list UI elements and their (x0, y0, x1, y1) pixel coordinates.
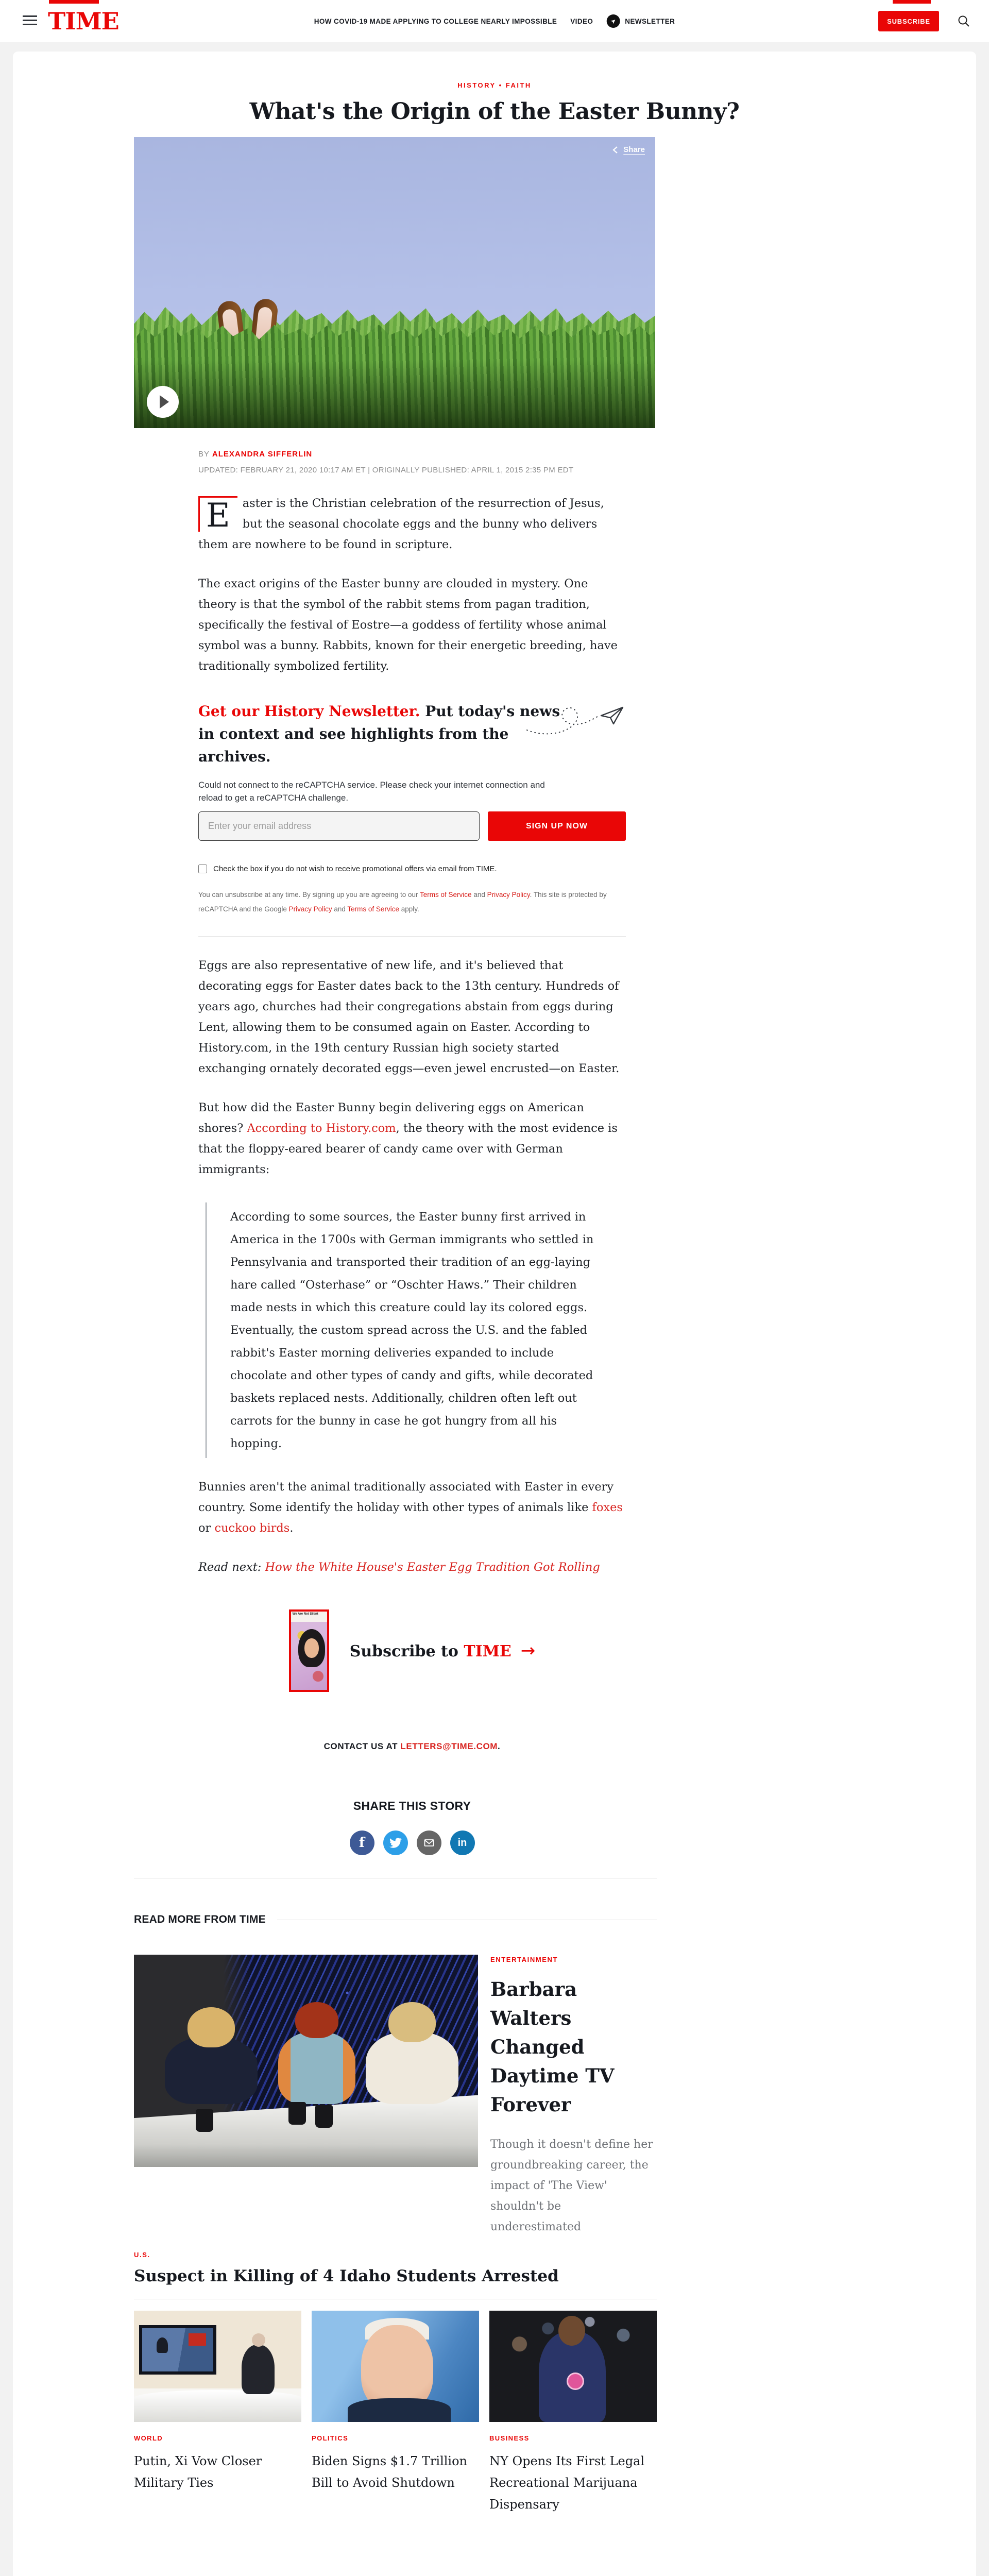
feature-title[interactable]: Barbara Walters Changed Daytime TV Forever (490, 1978, 615, 2116)
time-logo[interactable]: TIME (48, 7, 119, 35)
cuckoo-birds-link[interactable]: cuckoo birds (214, 1521, 290, 1535)
read-next-line: Read next: How the White House's Easter Egg Tradition Got Rolling (198, 1561, 600, 1574)
top-edge-red-fragment-left (49, 0, 99, 4)
email-input[interactable] (198, 811, 480, 841)
recaptcha-error-text: Could not connect to the reCAPTCHA service. Please check your internet connection and reload to get a reCAPTCHA challenge. (198, 780, 545, 803)
grass-front (134, 323, 655, 428)
video-share-button[interactable]: Share (611, 145, 645, 154)
top-edge-red-fragment-right (893, 0, 931, 4)
card-kicker[interactable]: BUSINESS (489, 2434, 530, 2442)
paragraph-2: The exact origins of the Easter bunny are clouded in mystery. One theory is that the symbol of the rabbit stems from pagan tradition, specifically the festival of Eostre—a goddess of fertility whose animal symbol was a bunny. Rabbits, known for their energetic breeding, have traditionally symbolized fertility. (198, 577, 618, 673)
nav-video-link[interactable]: VIDEO (570, 17, 593, 25)
terms-link[interactable]: Terms of Service (420, 891, 472, 899)
newsletter-legal-text: You can unsubscribe at any time. By signing up you are agreeing to our Terms of Service and Privacy Policy. This site is protected by reCAPTCHA and the Google Privacy Policy and Terms of Service apply. (198, 891, 607, 913)
us-section-title[interactable]: Suspect in Killing of 4 Idaho Students Arrested (134, 2267, 559, 2285)
twitter-icon[interactable] (383, 1831, 408, 1855)
history-com-link[interactable]: According to History.com (247, 1122, 396, 1135)
paragraph-4: But how did the Easter Bunny begin delivering eggs on American shores? According to History.com, the theory with the most evidence is that the floppy-eared bearer of candy came over with German immigrants: (198, 1101, 618, 1176)
promo-optout-label: Check the box if you do not wish to receive promotional offers via email from TIME. (213, 865, 497, 873)
card-title[interactable]: Biden Signs $1.7 Trillion Bill to Avoid Shutdown (312, 2454, 468, 2490)
biden-photo (312, 2311, 479, 2422)
news-card-dispensary[interactable] (489, 2311, 657, 2515)
contact-email-link[interactable]: LETTERS@TIME.COM (400, 1741, 498, 1751)
arrow-right-icon: → (520, 1640, 536, 1661)
drop-cap: E (198, 496, 237, 532)
subscribe-to-time-link[interactable]: Subscribe to TIME → (349, 1640, 536, 1661)
magazine-cover-thumbnail (289, 1609, 329, 1692)
newsletter-divider (198, 936, 626, 937)
contact-line: CONTACT US AT LETTERS@TIME.COM. (323, 1741, 501, 1751)
article-card (13, 52, 976, 2576)
menu-icon[interactable] (23, 15, 37, 27)
site-header (0, 0, 989, 42)
feature-kicker[interactable]: ENTERTAINMENT (490, 1956, 558, 1963)
search-icon[interactable] (957, 14, 970, 29)
putin-xi-photo (134, 2311, 301, 2422)
promo-optout-checkbox[interactable] (198, 865, 207, 873)
paragraph-5: Bunnies aren't the animal traditionally associated with Easter in every country. Some identify the holiday with other types of animals like foxes or cuckoo birds. (198, 1480, 623, 1535)
card-kicker[interactable]: POLITICS (312, 2434, 349, 2442)
news-card-putin-xi[interactable] (134, 2311, 301, 2515)
paragraph-3: Eggs are also representative of new life, and it's believed that decorating eggs for Easter dates back to the 13th century. Hundreds of years ago, churches had their congregations abstain from eggs during Lent, allowing them to be consumed again on Easter. According to History.com, in the 19th century Russian high society started exchanging ornately decorated eggs—even jewel encrusted—on Easter. (198, 959, 620, 1075)
featured-story[interactable] (134, 1955, 657, 2238)
us-section-kicker[interactable]: U.S. (134, 2251, 150, 2259)
google-privacy-link[interactable]: Privacy Policy (288, 905, 332, 913)
facebook-icon[interactable]: f (350, 1831, 374, 1855)
share-arrow-icon (611, 146, 620, 154)
header-nav (314, 0, 675, 42)
newsletter-signup-module (198, 700, 626, 937)
dateline: UPDATED: FEBRUARY 21, 2020 10:17 AM ET | ORIGINALLY PUBLISHED: APRIL 1, 2015 2:35 PM EDT (198, 466, 574, 474)
email-icon[interactable] (417, 1831, 441, 1855)
hero-video[interactable] (134, 137, 655, 428)
card-kicker[interactable]: WORLD (134, 2434, 163, 2442)
newsletter-heading: Get our History Newsletter. Put today's news in context and see highlights from the archives. (198, 703, 560, 765)
subscribe-button[interactable]: SUBSCRIBE (878, 11, 939, 31)
related-cards-grid (134, 2311, 657, 2515)
page-title: What's the Origin of the Easter Bunny? (249, 98, 740, 125)
dispensary-photo (489, 2311, 657, 2422)
privacy-link[interactable]: Privacy Policy (487, 891, 530, 899)
subscribe-to-time-module[interactable] (198, 1609, 626, 1692)
byline: BY ALEXANDRA SIFFERLIN (198, 450, 313, 459)
video-play-button[interactable] (147, 386, 179, 418)
google-terms-link[interactable]: Terms of Service (347, 905, 399, 913)
share-this-story-heading: SHARE THIS STORY (353, 1799, 471, 1812)
article-kicker[interactable]: HISTORY • FAITH (457, 81, 532, 89)
barbara-walters-photo (134, 1955, 478, 2167)
card-title[interactable]: Putin, Xi Vow Closer Military Ties (134, 2454, 262, 2490)
cover-title: We Are Not Silent (291, 1612, 327, 1622)
linkedin-icon[interactable]: in (450, 1831, 475, 1855)
read-more-heading: READ MORE FROM TIME (134, 1913, 266, 1925)
foxes-link[interactable]: foxes (592, 1501, 623, 1514)
paper-plane-doodle-icon (523, 700, 626, 738)
german-immigrants-blockquote: According to some sources, the Easter bunny first arrived in America in the 1700s with German immigrants who settled in Pennsylvania and transported their tradition of an egg-laying hare called “Osterhase” or “Oschter Haws.” Their children made nests in which this creature could lay its colored eggs. Eventually, the custom spread across the U.S. and the fabled rabbit's Easter morning deliveries expanded to include chocolate and other types of candy and gifts, while decorated baskets replaced nests. Additionally, children often left out carrots for the bunny in case he got hungry from all his hopping. (206, 1202, 626, 1458)
nav-featured-story-link[interactable]: HOW COVID-19 MADE APPLYING TO COLLEGE NEARLY IMPOSSIBLE (314, 17, 557, 25)
feature-description: Though it doesn't define her groundbreaking career, the impact of 'The View' shouldn't be underestimated (490, 2138, 653, 2233)
share-icons-row (198, 1831, 626, 1855)
newsletter-plane-icon: ➤ (606, 14, 620, 28)
read-next-link[interactable]: How the White House's Easter Egg Tradition Got Rolling (265, 1561, 600, 1574)
news-card-biden[interactable] (312, 2311, 479, 2515)
paragraph-1: E aster is the Christian celebration of the resurrection of Jesus, but the seasonal chocolate eggs and the bunny who delivers them are nowhere to be found in scripture. (198, 497, 604, 551)
author-link[interactable]: ALEXANDRA SIFFERLIN (212, 450, 313, 459)
nav-newsletter-link[interactable]: NEWSLETTER (625, 17, 675, 25)
sign-up-button[interactable]: SIGN UP NOW (488, 811, 626, 841)
card-title[interactable]: NY Opens Its First Legal Recreational Marijuana Dispensary (489, 2454, 645, 2512)
